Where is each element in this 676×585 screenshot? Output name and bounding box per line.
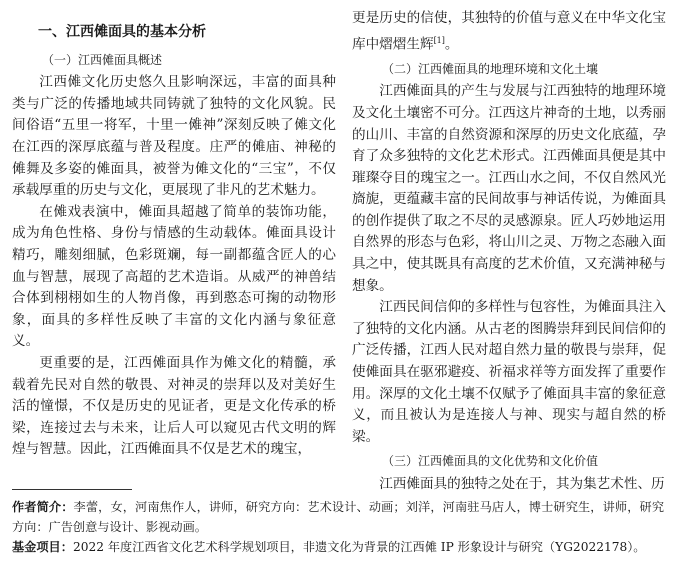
left-column <box>12 8 336 461</box>
paragraph-overview-2: 在傩戏表演中，傩面具超越了简单的装饰功能，成为角色性格、身份与情感的生动载体。傩面具设计精巧，雕刻细腻，色彩斑斓，每一副都蕴含匠人的心血与智慧，展现了高超的艺术造诣。从威严的神兽结合体到栩栩如生的人物肖像，再到憨态可掬的动物形象，面具的多样性反映了丰富的文化内涵与象征意义。 <box>12 203 336 350</box>
right-column <box>352 8 666 496</box>
paragraph-value-1: 江西傩面具的独特之处在于，其为集艺术性、历 <box>379 476 665 492</box>
footnote-divider <box>12 489 132 490</box>
fund-note <box>12 537 664 557</box>
fund-label: 基金项目： <box>12 540 73 554</box>
subsection-title-2: （二）江西傩面具的地理环境和文化土壤 <box>382 61 599 76</box>
footnotes <box>12 497 664 557</box>
paragraph-overview-1: 江西傩文化历史悠久且影响深远，丰富的面具种类与广泛的传播地域共同铸就了独特的文化风貌。民间俗语“五里一将军，十里一傩神”深刻反映了傩文化在江西的深厚底蕴与普及程度。庄严的傩庙、神秘的傩舞及多姿的傩面具，被誉为傩文化的“三宝”，不仅承载厚重的历史与文化，更展现了非凡的艺术魅力。 <box>12 74 336 199</box>
paragraph-geography-2: 江西民间信仰的多样性与包容性，为傩面具注入了独特的文化内涵。从古老的图腾崇拜到民间信仰的广泛传播，江西人民对超自然力量的敬畏与崇拜，促使傩面具在驱邪避疫、祈福求祥等方面发挥了重要作用。深厚的文化土壤不仅赋予了傩面具丰富的象征意义，而且被认为是连接人与神、现实与超自然的桥梁。 <box>352 299 666 445</box>
paragraph-geography-1: 江西傩面具的产生与发展与江西独特的地理环境及文化土壤密不可分。江西这片神奇的土地，以秀丽的山川、丰富的自然资源和深厚的历史文化底蕴，孕育了众多独特的文化艺术形式。江西傩面具便是其中璀璨夺目的瑰宝之一。江西山水之间，不仅自然风光旖旎，更蕴藏丰富的民间故事与神话传说，为傩面具的创作提供了取之不尽的灵感源泉。匠人巧妙地运用自然界的形态与色彩，将山川之灵、万物之态融入面具之中，使其既具有高度的艺术价值，又充满神秘与想象。 <box>352 83 666 294</box>
citation-mark: [1] <box>433 35 445 45</box>
continuation-text: 更是历史的信使，其独特的价值与意义在中华文化宝库中熠熠生辉 <box>352 10 666 53</box>
paragraph-overview-3: 更重要的是，江西傩面具作为傩文化的精髓，承载着先民对自然的敬畏、对神灵的崇拜以及对美好生活的憧憬，不仅是历史的见证者，更是文化传承的桥梁，连接过去与未来，让后人可以窥见古代文明的辉煌与智慧。因此，江西傩面具不仅是艺术的瑰宝， <box>12 354 336 458</box>
fund-text: 2022 年度江西省文化艺术科学规划项目，非遗文化为背景的江西傩 IP 形象设计与研究（YG2022178）。 <box>72 540 646 554</box>
author-label: 作者简介： <box>12 500 74 514</box>
section-title: 一、江西傩面具的基本分析 <box>38 24 206 40</box>
author-note <box>12 497 664 537</box>
paragraph-continuation <box>352 8 666 56</box>
author-text: 李蕾，女，河南焦作人，讲师，研究方向：艺术设计、动画；刘洋，河南驻马店人，博士研究生，讲师，研究方向：广告创意与设计、影视动画。 <box>12 500 665 534</box>
continuation-end: 。 <box>444 36 459 53</box>
subsection-title-1: （一）江西傩面具概述 <box>42 52 163 67</box>
subsection-title-3: （三）江西傩面具的文化优势和文化价值 <box>382 454 599 469</box>
